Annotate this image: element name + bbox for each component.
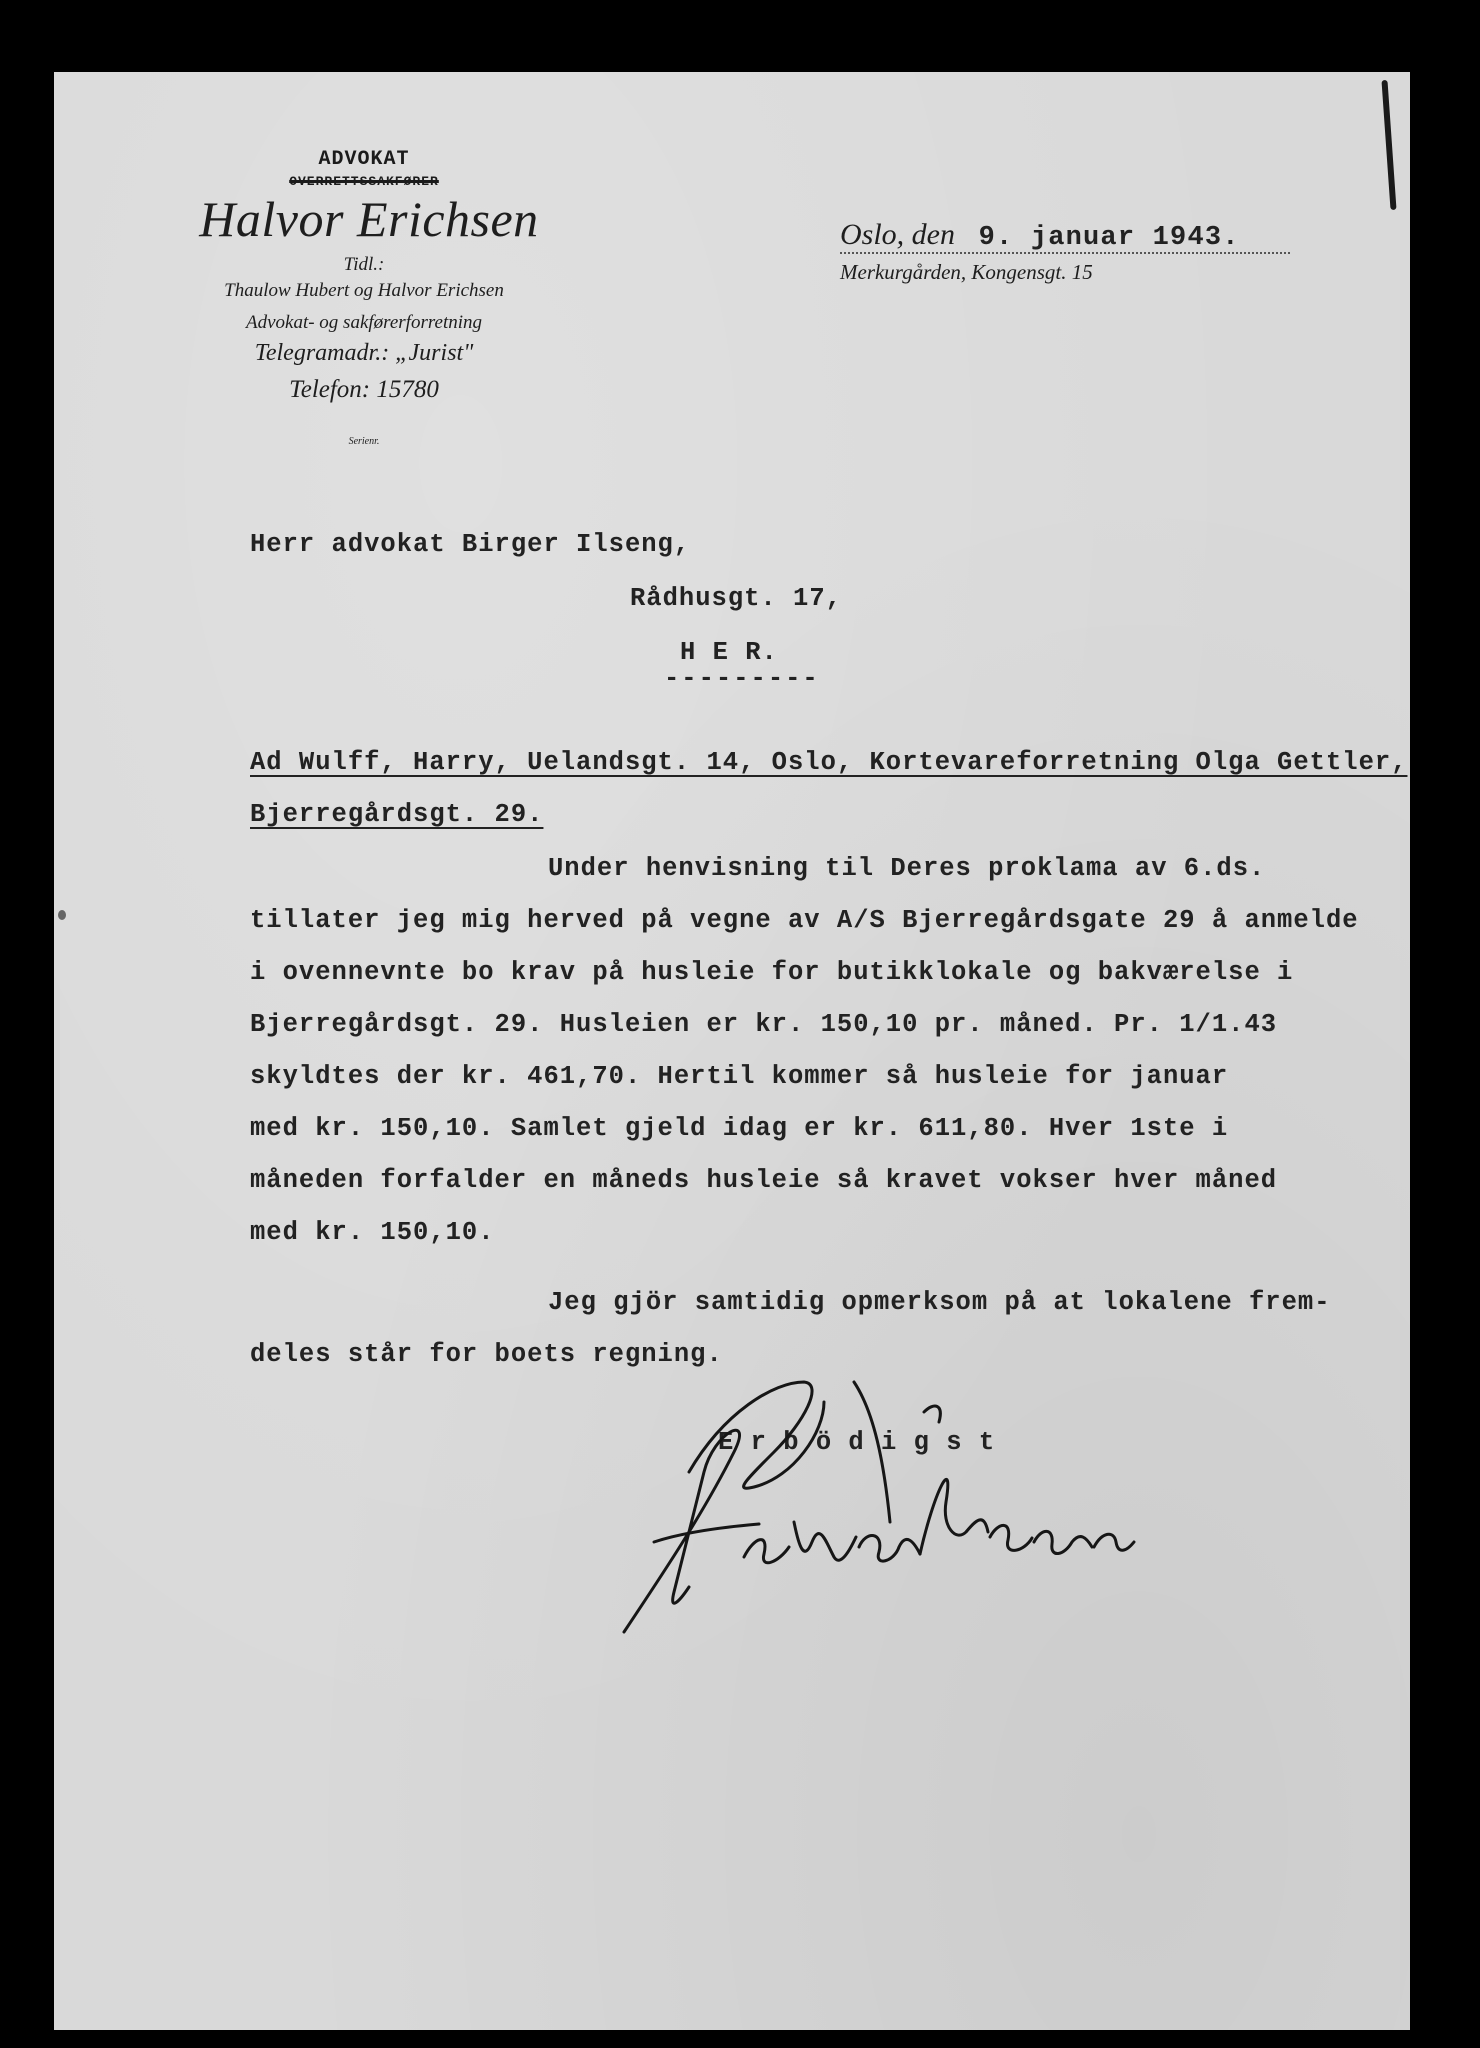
body-line: Bjerregårdsgt. 29. Husleien er kr. 150,10 pr. måned. Pr. 1/1.43 — [250, 1010, 1278, 1039]
recipient-street: Rådhusgt. 17, — [630, 584, 842, 613]
dateline-address: Merkurgården, Kongensgt. 15 — [840, 260, 1093, 284]
body-line: skyldtes der kr. 461,70. Hertil kommer så husleie for januar — [250, 1062, 1229, 1091]
body-line: tillater jeg mig herved på vegne av A/S Bjerregårdsgate 29 å anmelde — [250, 906, 1359, 935]
body-line: i ovennevnte bo krav på husleie for butikklokale og bakværelse i — [250, 958, 1294, 987]
scan-smudge — [58, 910, 66, 920]
subject-line-2: Bjerregårdsgt. 29. — [250, 800, 544, 829]
letterhead-struck-title: OVERRETTSSAKFØRER — [289, 174, 439, 189]
letterhead-serienr: Serienr. — [348, 436, 380, 447]
dateline-place: Oslo, den — [840, 218, 955, 251]
letterhead-telephone: Telefon: 15780 — [289, 376, 439, 403]
letterhead-former-label: Tidl.: — [343, 254, 385, 275]
letter-sheet — [54, 72, 1410, 2030]
letterhead-name: Halvor Erichsen — [199, 191, 539, 247]
recipient-city: H E R. — [680, 638, 778, 667]
signature — [594, 1342, 1154, 1682]
recipient-rule: --------- — [664, 664, 820, 693]
recipient-name: Herr advokat Birger Ilseng, — [250, 530, 691, 559]
scan-edge-mark — [1381, 80, 1396, 210]
dateline — [840, 218, 1290, 254]
letterhead-former-firm: Thaulow Hubert og Halvor Erichsen — [224, 280, 504, 301]
subject-line-1: Ad Wulff, Harry, Uelandsgt. 14, Oslo, Kortevareforretning Olga Gettler, — [250, 748, 1408, 777]
body-line: måneden forfalder en måneds husleie så kravet vokser hver måned — [250, 1166, 1278, 1195]
letterhead-title: ADVOKAT — [318, 148, 410, 171]
closing-salutation: E r b ö d i g s t — [718, 1428, 996, 1457]
body-line: deles står for boets regning. — [250, 1340, 723, 1369]
body-line: Jeg gjör samtidig opmerksom på at lokalene frem- — [548, 1288, 1331, 1317]
body-line: Under henvisning til Deres proklama av 6.ds. — [548, 854, 1266, 883]
body-line: med kr. 150,10. — [250, 1218, 495, 1247]
body-line: med kr. 150,10. Samlet gjeld idag er kr. 611,80. Hver 1ste i — [250, 1114, 1229, 1143]
letterhead-telegram: Telegramadr.: „Jurist" — [254, 340, 474, 366]
dateline-date: 9. januar 1943. — [978, 223, 1240, 253]
letterhead-business: Advokat- og sakførerforretning — [245, 312, 483, 333]
